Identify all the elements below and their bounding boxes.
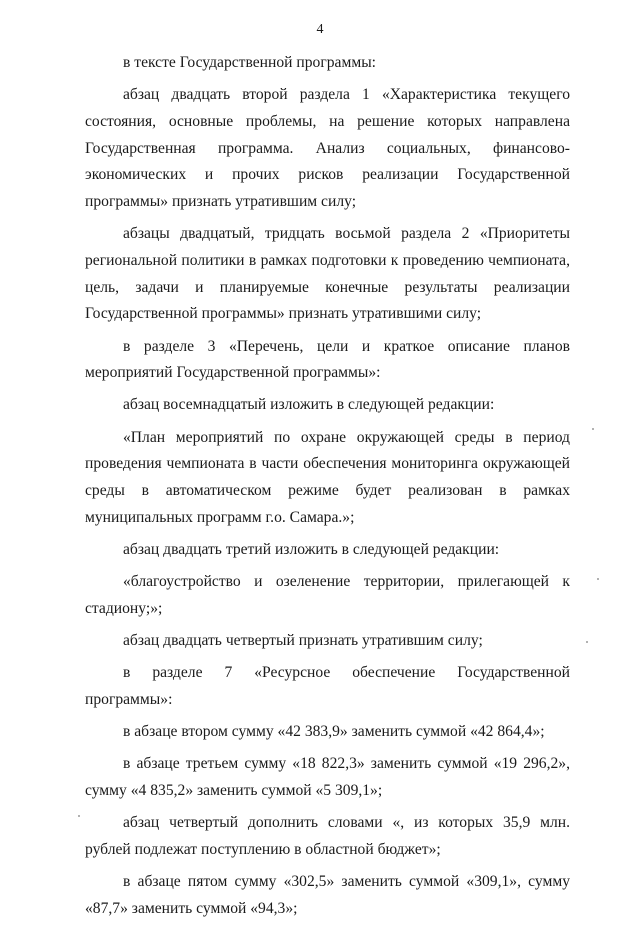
document-body <box>85 50 570 928</box>
paragraph: в абзаце пятом сумму «302,5» заменить суммой «309,1», сумму «87,7» заменить суммой «94,3»; <box>85 873 570 917</box>
paragraph: абзац двадцать второй раздела 1 «Характеристика текущего состояния, основные проблемы, на решение которых направлена Государственная программа. Анализ социальных, финансово-экономических и прочих рисков реализации Государственной программы» признать утратившим силу; <box>85 86 570 211</box>
paragraph: в абзаце третьем сумму «18 822,3» заменить суммой «19 296,2», сумму «4 835,2» заменить суммой «5 309,1»; <box>85 755 570 800</box>
scan-speck <box>592 428 594 430</box>
paragraph: в разделе 7 «Ресурсное обеспечение Государственной программы»: <box>85 664 570 708</box>
paragraph: в тексте Государственной программы: <box>123 54 377 71</box>
paragraph: «благоустройство и озеленение территории, прилегающей к стадиону;»; <box>85 573 570 617</box>
paragraph: абзац двадцать четвертый признать утратившим силу; <box>123 632 483 650</box>
paragraph: абзац двадцать третий изложить в следующей редакции: <box>123 540 500 558</box>
paragraph: «План мероприятий по охране окружающей среды в период проведения чемпионата в части обеспечения мониторинга окружающей среды в автоматическом режиме будет реализован в рамках муниципальных программ г.о. Самара.»; <box>85 428 570 526</box>
scan-speck <box>78 815 80 817</box>
paragraph: абзацы двадцатый, тридцать восьмой раздела 2 «Приоритеты региональной политики в рамках подготовки к проведению чемпионата, цель, задачи и планируемые конечные результаты реализации Государственной программы» признать утратившими силу; <box>85 225 570 323</box>
paragraph: в абзаце втором сумму «42 383,9» заменить суммой «42 864,4»; <box>123 723 545 741</box>
paragraph: в разделе 3 «Перечень, цели и краткое описание планов мероприятий Государственной программы»: <box>85 337 570 382</box>
scan-speck <box>586 641 588 643</box>
paragraph: абзац четвертый дополнить словами «, из которых 35,9 млн. рублей подлежат поступлению в областной бюджет»; <box>85 814 570 858</box>
page-number: 4 <box>316 22 324 37</box>
scan-speck <box>597 578 599 580</box>
paragraph: абзац восемнадцатый изложить в следующей редакции: <box>123 396 495 414</box>
